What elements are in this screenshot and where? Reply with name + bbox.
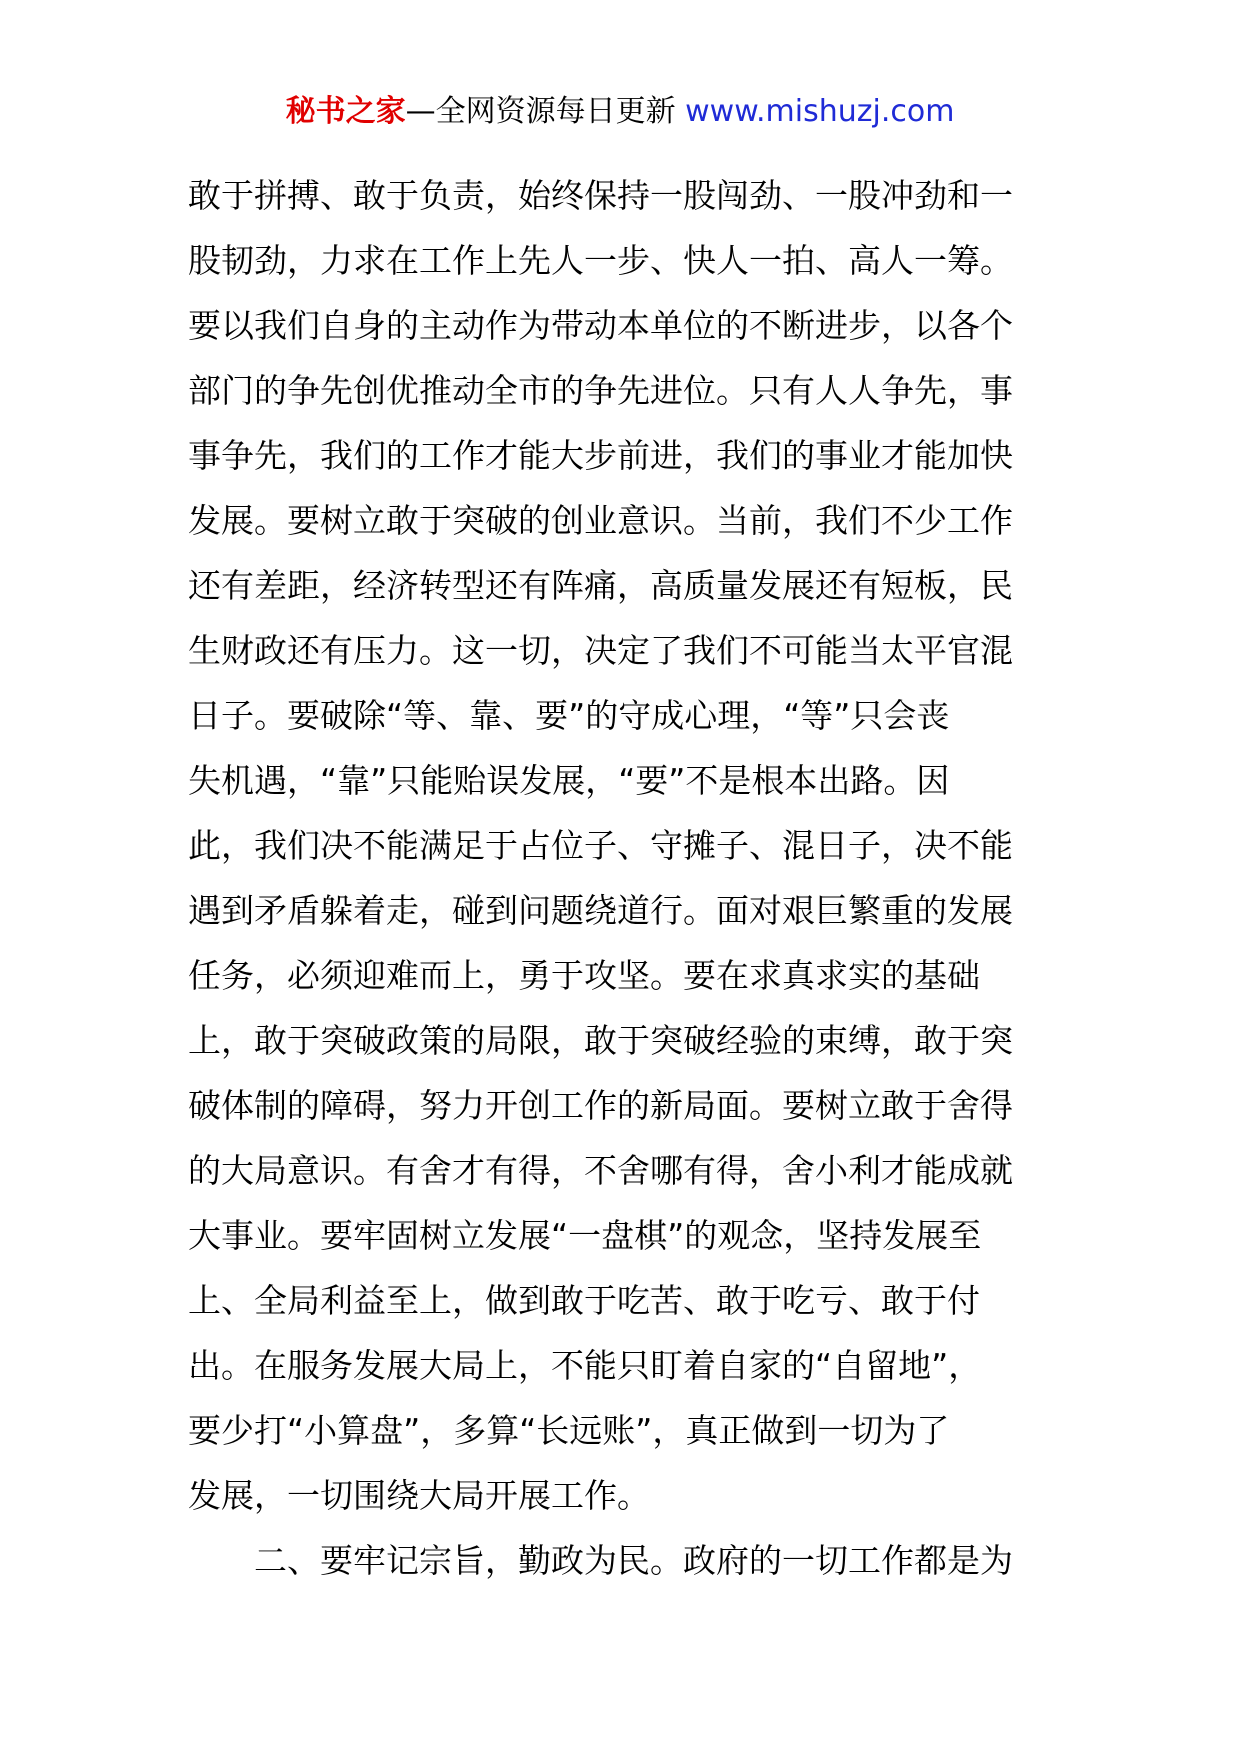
body-line: 发展。要树立敢于突破的创业意识。当前，我们不少工作 xyxy=(188,501,1013,540)
body-line: 要以我们自身的主动作为带动本单位的不断进步，以各个 xyxy=(188,306,1013,345)
body-line: 发展，一切围绕大局开展工作。 xyxy=(188,1476,650,1515)
body-line: 上，敢于突破政策的局限，敢于突破经验的束缚，敢于突 xyxy=(188,1021,1013,1060)
body-line: 股韧劲，力求在工作上先人一步、快人一拍、高人一筹。 xyxy=(188,241,1013,280)
body-line: 的大局意识。有舍才有得，不舍哪有得，舍小利才能成就 xyxy=(188,1151,1013,1190)
body-line: 失机遇，“靠”只能贻误发展，“要”不是根本出路。因 xyxy=(188,761,950,800)
body-line: 出。在服务发展大局上，不能只盯着自家的“自留地”， xyxy=(188,1346,982,1385)
body-line: 还有差距，经济转型还有阵痛，高质量发展还有短板，民 xyxy=(188,566,1013,605)
body-line: 日子。要破除“等、靠、要”的守成心理，“等”只会丧 xyxy=(188,696,950,735)
body-line: 要少打“小算盘”，多算“长远账”，真正做到一切为了 xyxy=(188,1411,950,1450)
body-line: 事争先，我们的工作才能大步前进，我们的事业才能加快 xyxy=(188,436,1013,475)
body-line: 部门的争先创优推动全市的争先进位。只有人人争先，事 xyxy=(188,371,1013,410)
document-body xyxy=(188,163,1068,1593)
body-line: 此，我们决不能满足于占位子、守摊子、混日子，决不能 xyxy=(188,826,1013,865)
body-line: 大事业。要牢固树立发展“一盘棋”的观念，坚持发展至 xyxy=(188,1216,982,1255)
section-heading-line: 二、要牢记宗旨，勤政为民。政府的一切工作都是为 xyxy=(254,1541,1013,1580)
body-line: 遇到矛盾躲着走，碰到问题绕道行。面对艰巨繁重的发展 xyxy=(188,891,1013,930)
header-tagline: —全网资源每日更新 xyxy=(405,94,686,129)
body-line: 上、全局利益至上，做到敢于吃苦、敢于吃亏、敢于付 xyxy=(188,1281,980,1320)
body-line: 任务，必须迎难而上，勇于攻坚。要在求真求实的基础 xyxy=(188,956,980,995)
page-header xyxy=(0,92,1240,132)
site-url-link[interactable]: www.mishuzj.com xyxy=(685,94,955,129)
body-line: 生财政还有压力。这一切，决定了我们不可能当太平官混 xyxy=(188,631,1013,670)
brand-name: 秘书之家 xyxy=(285,94,406,129)
body-line: 敢于拼搏、敢于负责，始终保持一股闯劲、一股冲劲和一 xyxy=(188,176,1013,215)
body-line: 破体制的障碍，努力开创工作的新局面。要树立敢于舍得 xyxy=(188,1086,1013,1125)
